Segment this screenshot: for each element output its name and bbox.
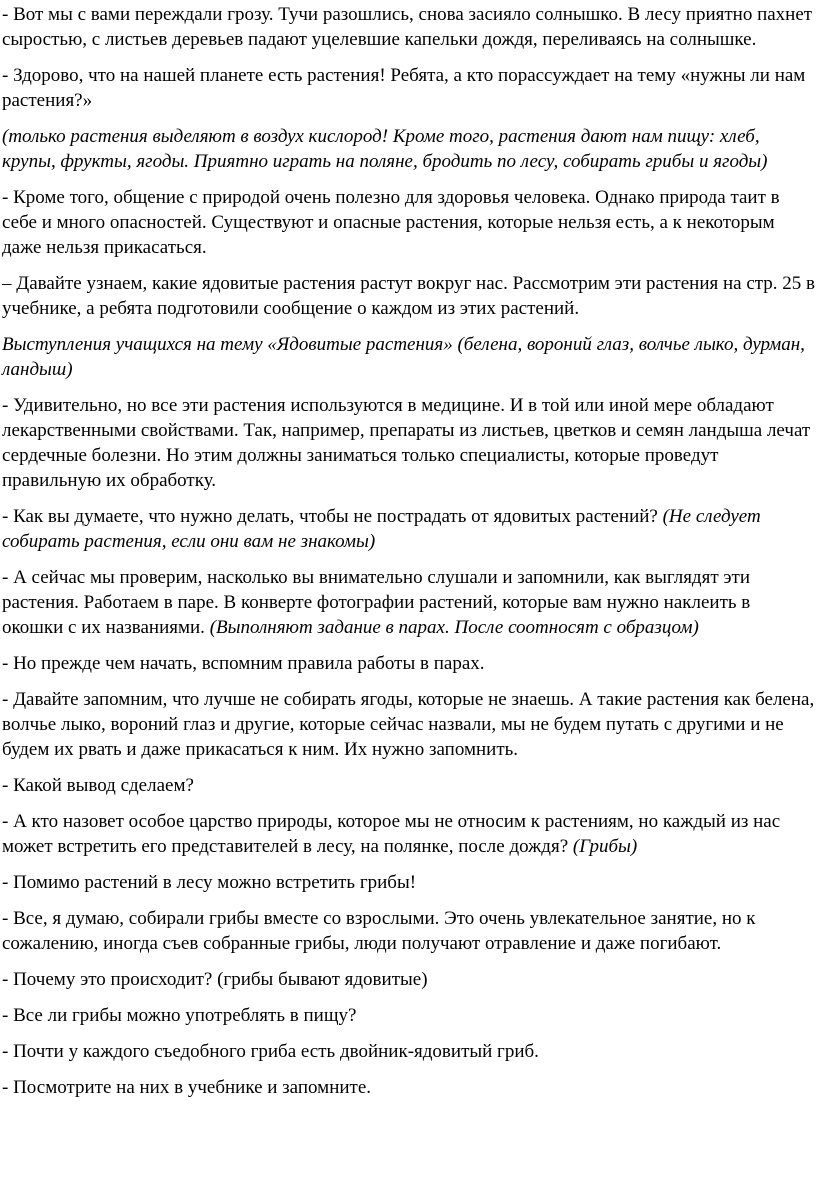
paragraph-poisonous-plants xyxy=(2,271,816,321)
paragraph-italic-text: (Грибы) xyxy=(572,836,638,857)
paragraph-text: - Все, я думаю, собирали грибы вместе со взрослыми. Это очень увлекательное занятие, но к сожалению, иногда съев собранные грибы, люди получают отравление и даже погибают. xyxy=(2,908,756,954)
paragraph-text: - А сейчас мы проверим, насколько вы внимательно слушали и запомнили, как выглядят эти растения. Работаем в паре. В конверте фотографии растений, которые вам нужно наклеить в окошки с их названиями. xyxy=(2,567,751,638)
paragraph-twin-mushroom xyxy=(2,1039,816,1064)
paragraph-italic-text: (Не следует собирать растения, если они вам не знакомы) xyxy=(2,506,761,552)
paragraph-remember-berries xyxy=(2,687,816,762)
paragraph-text: - Давайте запомним, что лучше не собирать ягоды, которые не знаешь. А такие растения как белена, волчье лыко, вороний глаз и другие, которые сейчас назвали, мы не будем путать с другими и не будем их рвать и даже прикасаться к ним. Их нужно запомнить. xyxy=(2,689,815,760)
paragraph-text: - Как вы думаете, что нужно делать, чтобы не пострадать от ядовитых растений? xyxy=(2,506,663,527)
paragraph-why-question xyxy=(2,967,816,992)
paragraph-text: - А кто назовет особое царство природы, которое мы не относим к растениям, но каждый из нас может встретить его представителей в лесу, на полянке, после дождя? xyxy=(2,811,781,857)
paragraph-student-reports xyxy=(2,332,816,382)
paragraph-kingdom-question xyxy=(2,809,816,859)
paragraph-italic-text: (только растения выделяют в воздух кислород! Кроме того, растения дают нам пищу: хлеб, крупы, фрукты, ягоды. Приятно играть на поляне, бродить по лесу, собирать грибы и ягоды) xyxy=(2,126,768,172)
paragraph-text: – Давайте узнаем, какие ядовитые растения растут вокруг нас. Рассмотрим эти растения на стр. 25 в учебнике, а ребята подготовили сообщение о каждом из этих растений. xyxy=(2,273,816,319)
paragraph-plants-question xyxy=(2,63,816,113)
paragraph-text: - Все ли грибы можно употреблять в пищу? xyxy=(2,1005,357,1026)
paragraph-text: - Почему это происходит? (грибы бывают ядовитые) xyxy=(2,969,428,990)
paragraph-edible-question xyxy=(2,1003,816,1028)
paragraph-text: - Почти у каждого съедобного гриба есть двойник-ядовитый гриб. xyxy=(2,1041,539,1062)
paragraph-text: - Но прежде чем начать, вспомним правила работы в парах. xyxy=(2,653,485,674)
paragraph-text: - Какой вывод сделаем? xyxy=(2,775,194,796)
paragraph-italic-text: (Выполняют задание в парах. После соотносят с образцом) xyxy=(209,617,699,638)
paragraph-oxygen-answer xyxy=(2,124,816,174)
paragraph-pair-work xyxy=(2,565,816,640)
paragraph-text: - Удивительно, но все эти растения используются в медицине. И в той или иной мере обладают лекарственными свойствами. Так, например, препараты из листьев, цветков и семян ландыша лечат сердечные болезни. Но этим должны заниматься только специалисты, которые проведут правильную их обработку. xyxy=(2,395,811,491)
paragraph-medicine xyxy=(2,393,816,493)
paragraph-mushrooms-in-forest xyxy=(2,870,816,895)
paragraph-pair-rules xyxy=(2,651,816,676)
paragraph-text: - Здорово, что на нашей планете есть растения! Ребята, а кто порассуждает на тему «нужны ли нам растения?» xyxy=(2,65,806,111)
paragraph-how-to-avoid xyxy=(2,504,816,554)
paragraph-text: - Помимо растений в лесу можно встретить грибы! xyxy=(2,872,417,893)
paragraph-text: - Вот мы с вами переждали грозу. Тучи разошлись, снова засияло солнышко. В лесу приятно пахнет сыростью, с листьев деревьев падают уцелевшие капельки дождя, переливаясь на солнышке. xyxy=(2,4,813,50)
paragraph-look-in-textbook xyxy=(2,1075,816,1100)
paragraph-nature-dangers xyxy=(2,185,816,260)
paragraph-italic-text: Выступления учащихся на тему «Ядовитые растения» (белена, вороний глаз, волчье лыко, дурман, ландыш) xyxy=(2,334,805,380)
paragraph-text: - Кроме того, общение с природой очень полезно для здоровья человека. Однако природа таит в себе и много опасностей. Существуют и опасные растения, которые нельзя есть, а к некоторым даже нельзя прикасаться. xyxy=(2,187,780,258)
paragraph-mushroom-picking xyxy=(2,906,816,956)
paragraph-conclusion xyxy=(2,773,816,798)
paragraph-thunderstorm-passed xyxy=(2,2,816,52)
paragraph-text: - Посмотрите на них в учебнике и запомните. xyxy=(2,1077,372,1098)
